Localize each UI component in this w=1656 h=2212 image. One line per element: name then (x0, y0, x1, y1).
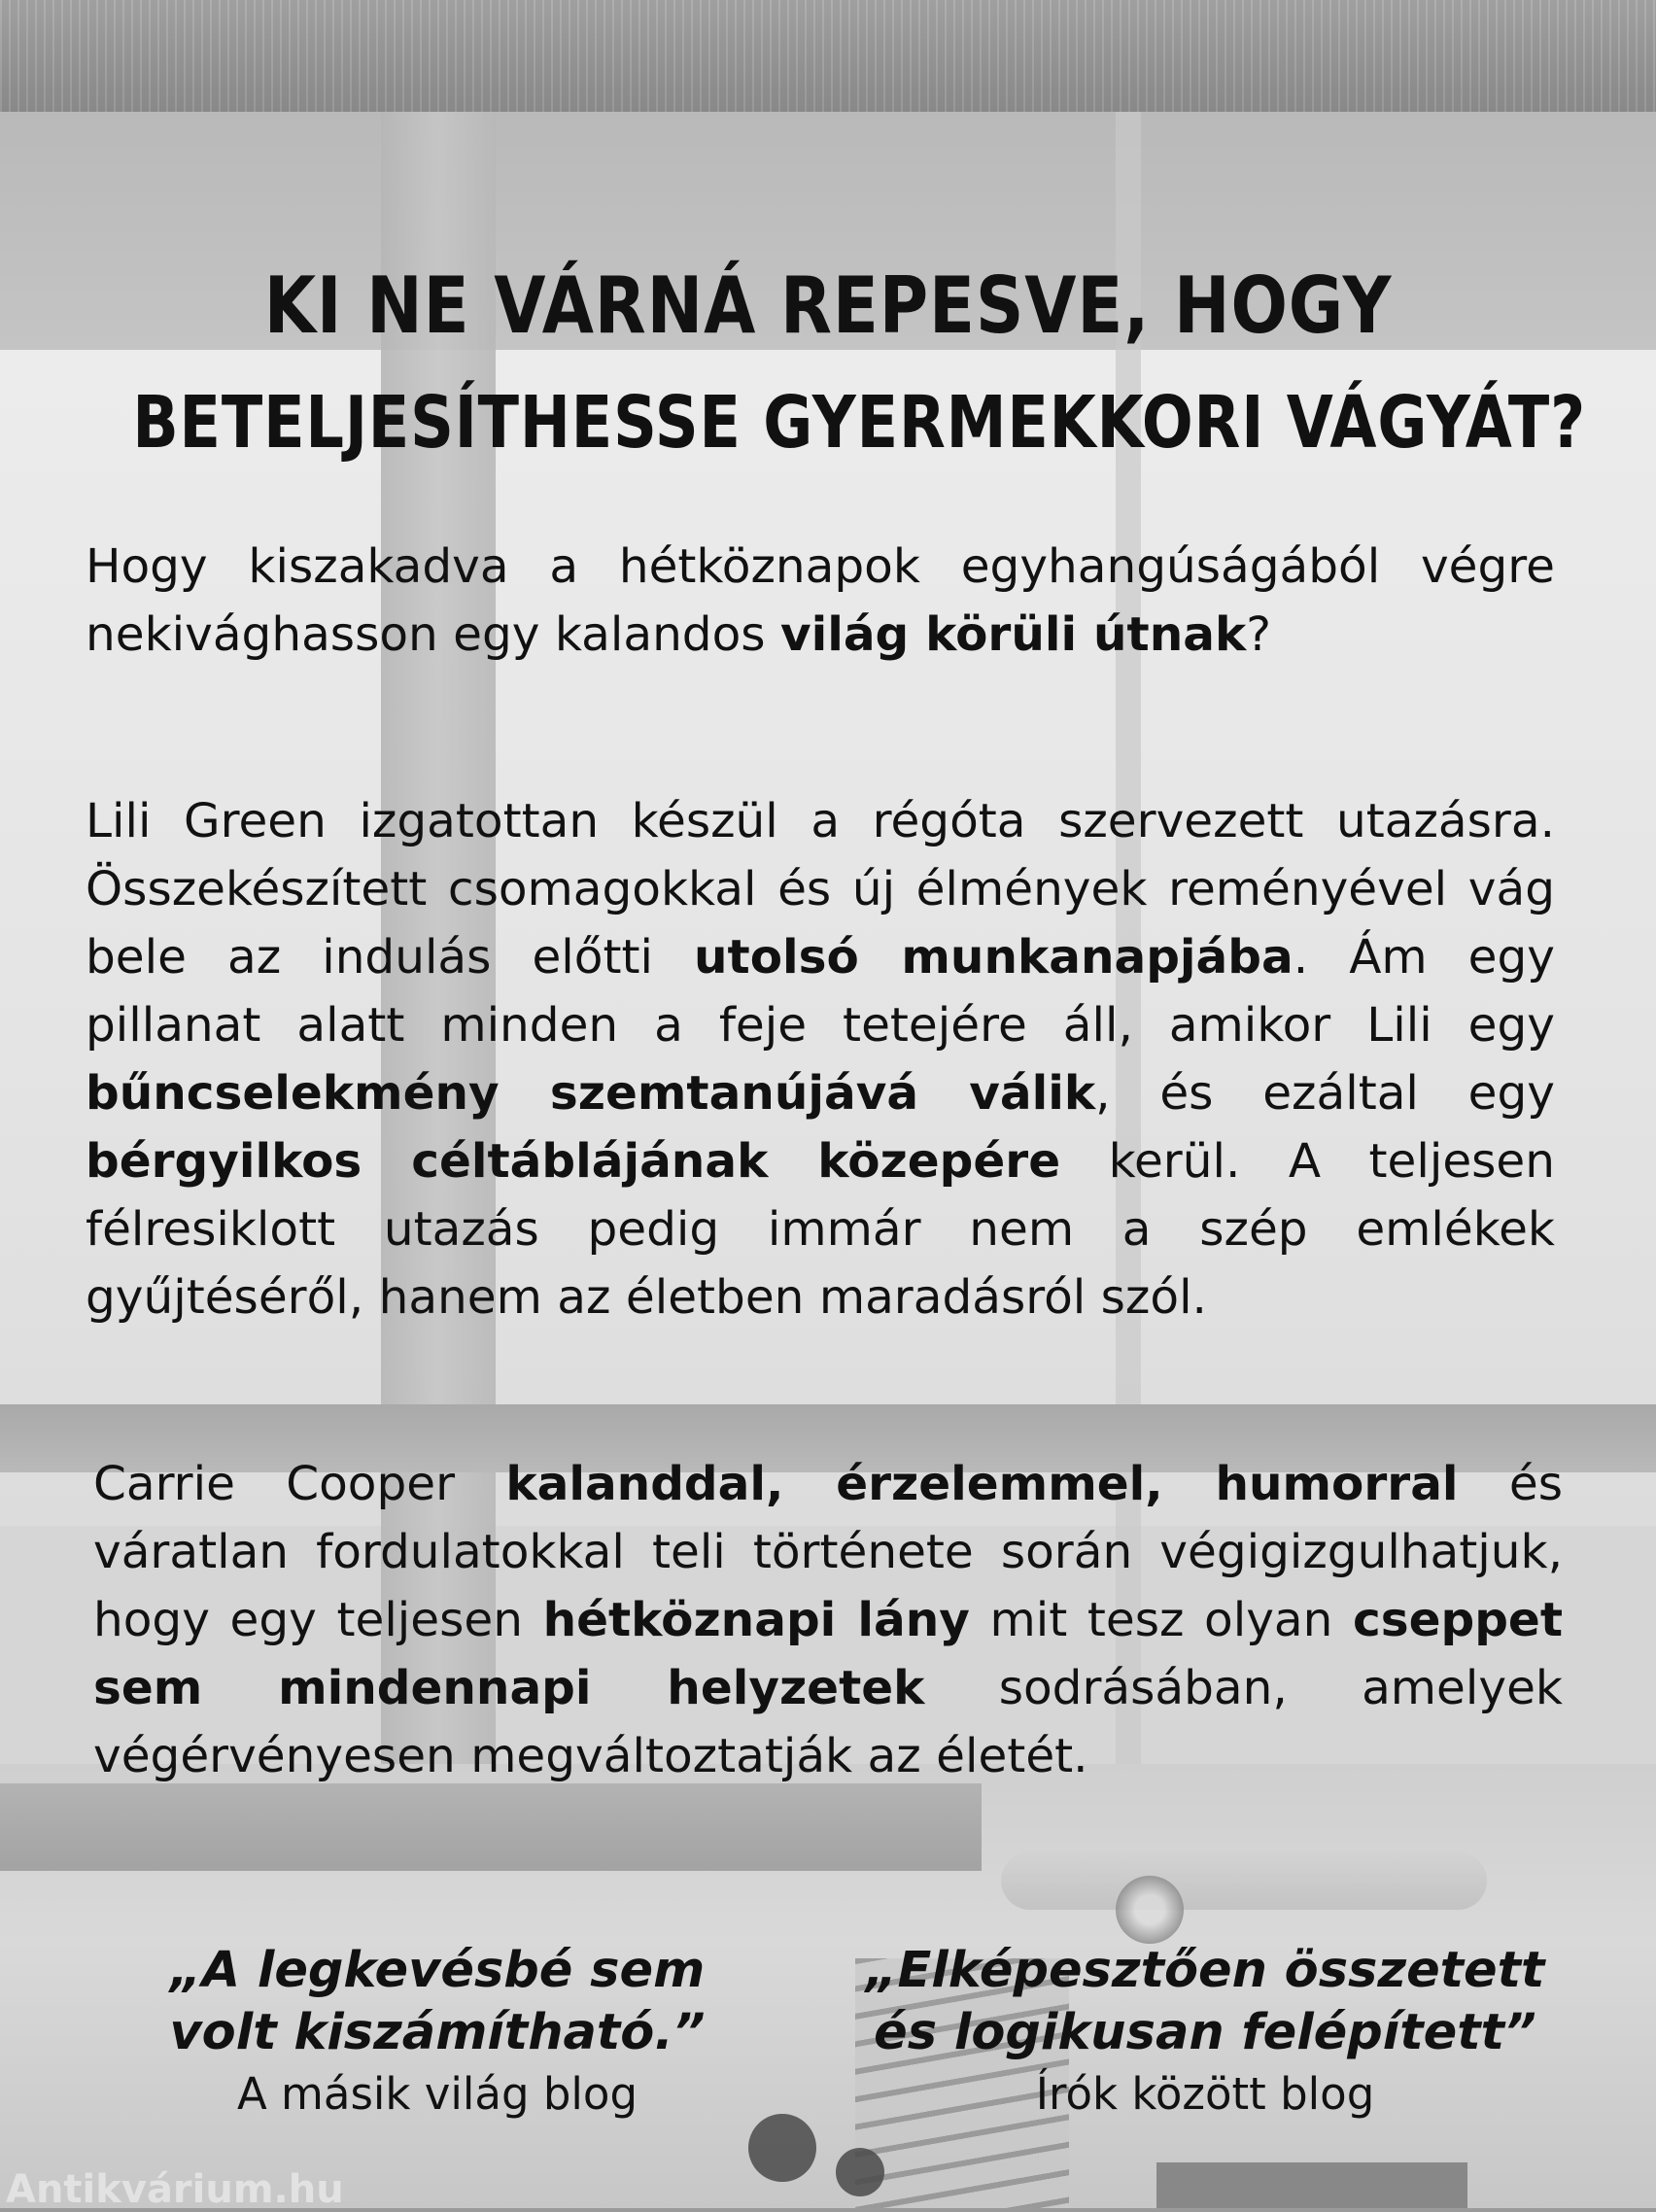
text: Lili Green izgatottan készül a régóta szervezett utazásra. Összekészített csomagokkal és új élmények reményével vág bele az indulás előtti (86, 794, 1555, 985)
quote-text: „Elképesztően összetett és logikusan felépített” (865, 1942, 1545, 2061)
bold-text: kalanddal, érzelemmel, humorral (505, 1457, 1459, 1511)
text: mit tesz olyan (969, 1593, 1353, 1647)
watermark: Antikvárium.hu (6, 2167, 344, 2212)
quote-source: A másik világ blog (236, 2068, 638, 2120)
text: Carrie Cooper (93, 1457, 506, 1511)
bold-text: bűncselekmény szemtanújává válik (86, 1066, 1096, 1121)
blurb-paragraph-3 (93, 1450, 1563, 1790)
text: , és ezáltal egy (1095, 1066, 1555, 1121)
blurb-paragraph-2 (86, 787, 1555, 1331)
headline-line-1: KI NE VÁRNÁ REPESVE, HOGY (263, 260, 1393, 351)
bold-text: bérgyilkos céltáblájának közepére (86, 1134, 1061, 1189)
headline-line-2: BETELJESÍTHESSE GYERMEKKORI VÁGYÁT? (132, 381, 1587, 465)
jet-bridge (0, 1783, 982, 1871)
quote-source: Írók között blog (1035, 2068, 1375, 2120)
bold-text: utolsó munkanapjába (694, 930, 1294, 985)
text: kerül. A teljesen félresiklott utazás pedig immár nem a szép emlékek gyűjtéséről, hanem az életben maradásról szól. (86, 1134, 1556, 1325)
background-strip (0, 0, 1656, 112)
bold-text: világ körüli útnak (779, 607, 1247, 662)
bold-text: cseppet sem mindennapi helyzetek (93, 1593, 1564, 1715)
text: . Ám egy pillanat alatt minden a feje tetejére áll, amikor Lili egy (86, 930, 1555, 1053)
vehicle-wheel (748, 2114, 816, 2182)
text: ? (1246, 607, 1271, 662)
vehicle-wheel (836, 2148, 884, 2196)
airplane (1001, 1851, 1487, 1910)
ground-vehicle (1156, 2162, 1467, 2208)
review-quote (136, 1940, 739, 2125)
bold-text: hétköznapi lány (542, 1593, 970, 1647)
text: Hogy kiszakadva a hétköznapok egyhangúságából végre nekivághasson egy kalandos (86, 539, 1555, 662)
text: és váratlan fordulatokkal teli története során végigizgulhatjuk, hogy egy teljesen (93, 1457, 1563, 1647)
text: sodrásában, amelyek végérvényesen megváltoztatják az életét. (93, 1661, 1563, 1783)
review-quote (845, 1940, 1565, 2125)
blurb-paragraph-1 (86, 533, 1555, 669)
airplane-engine (1116, 1876, 1184, 1944)
quote-text: „A legkevésbé sem volt kiszámítható.” (169, 1942, 706, 2061)
